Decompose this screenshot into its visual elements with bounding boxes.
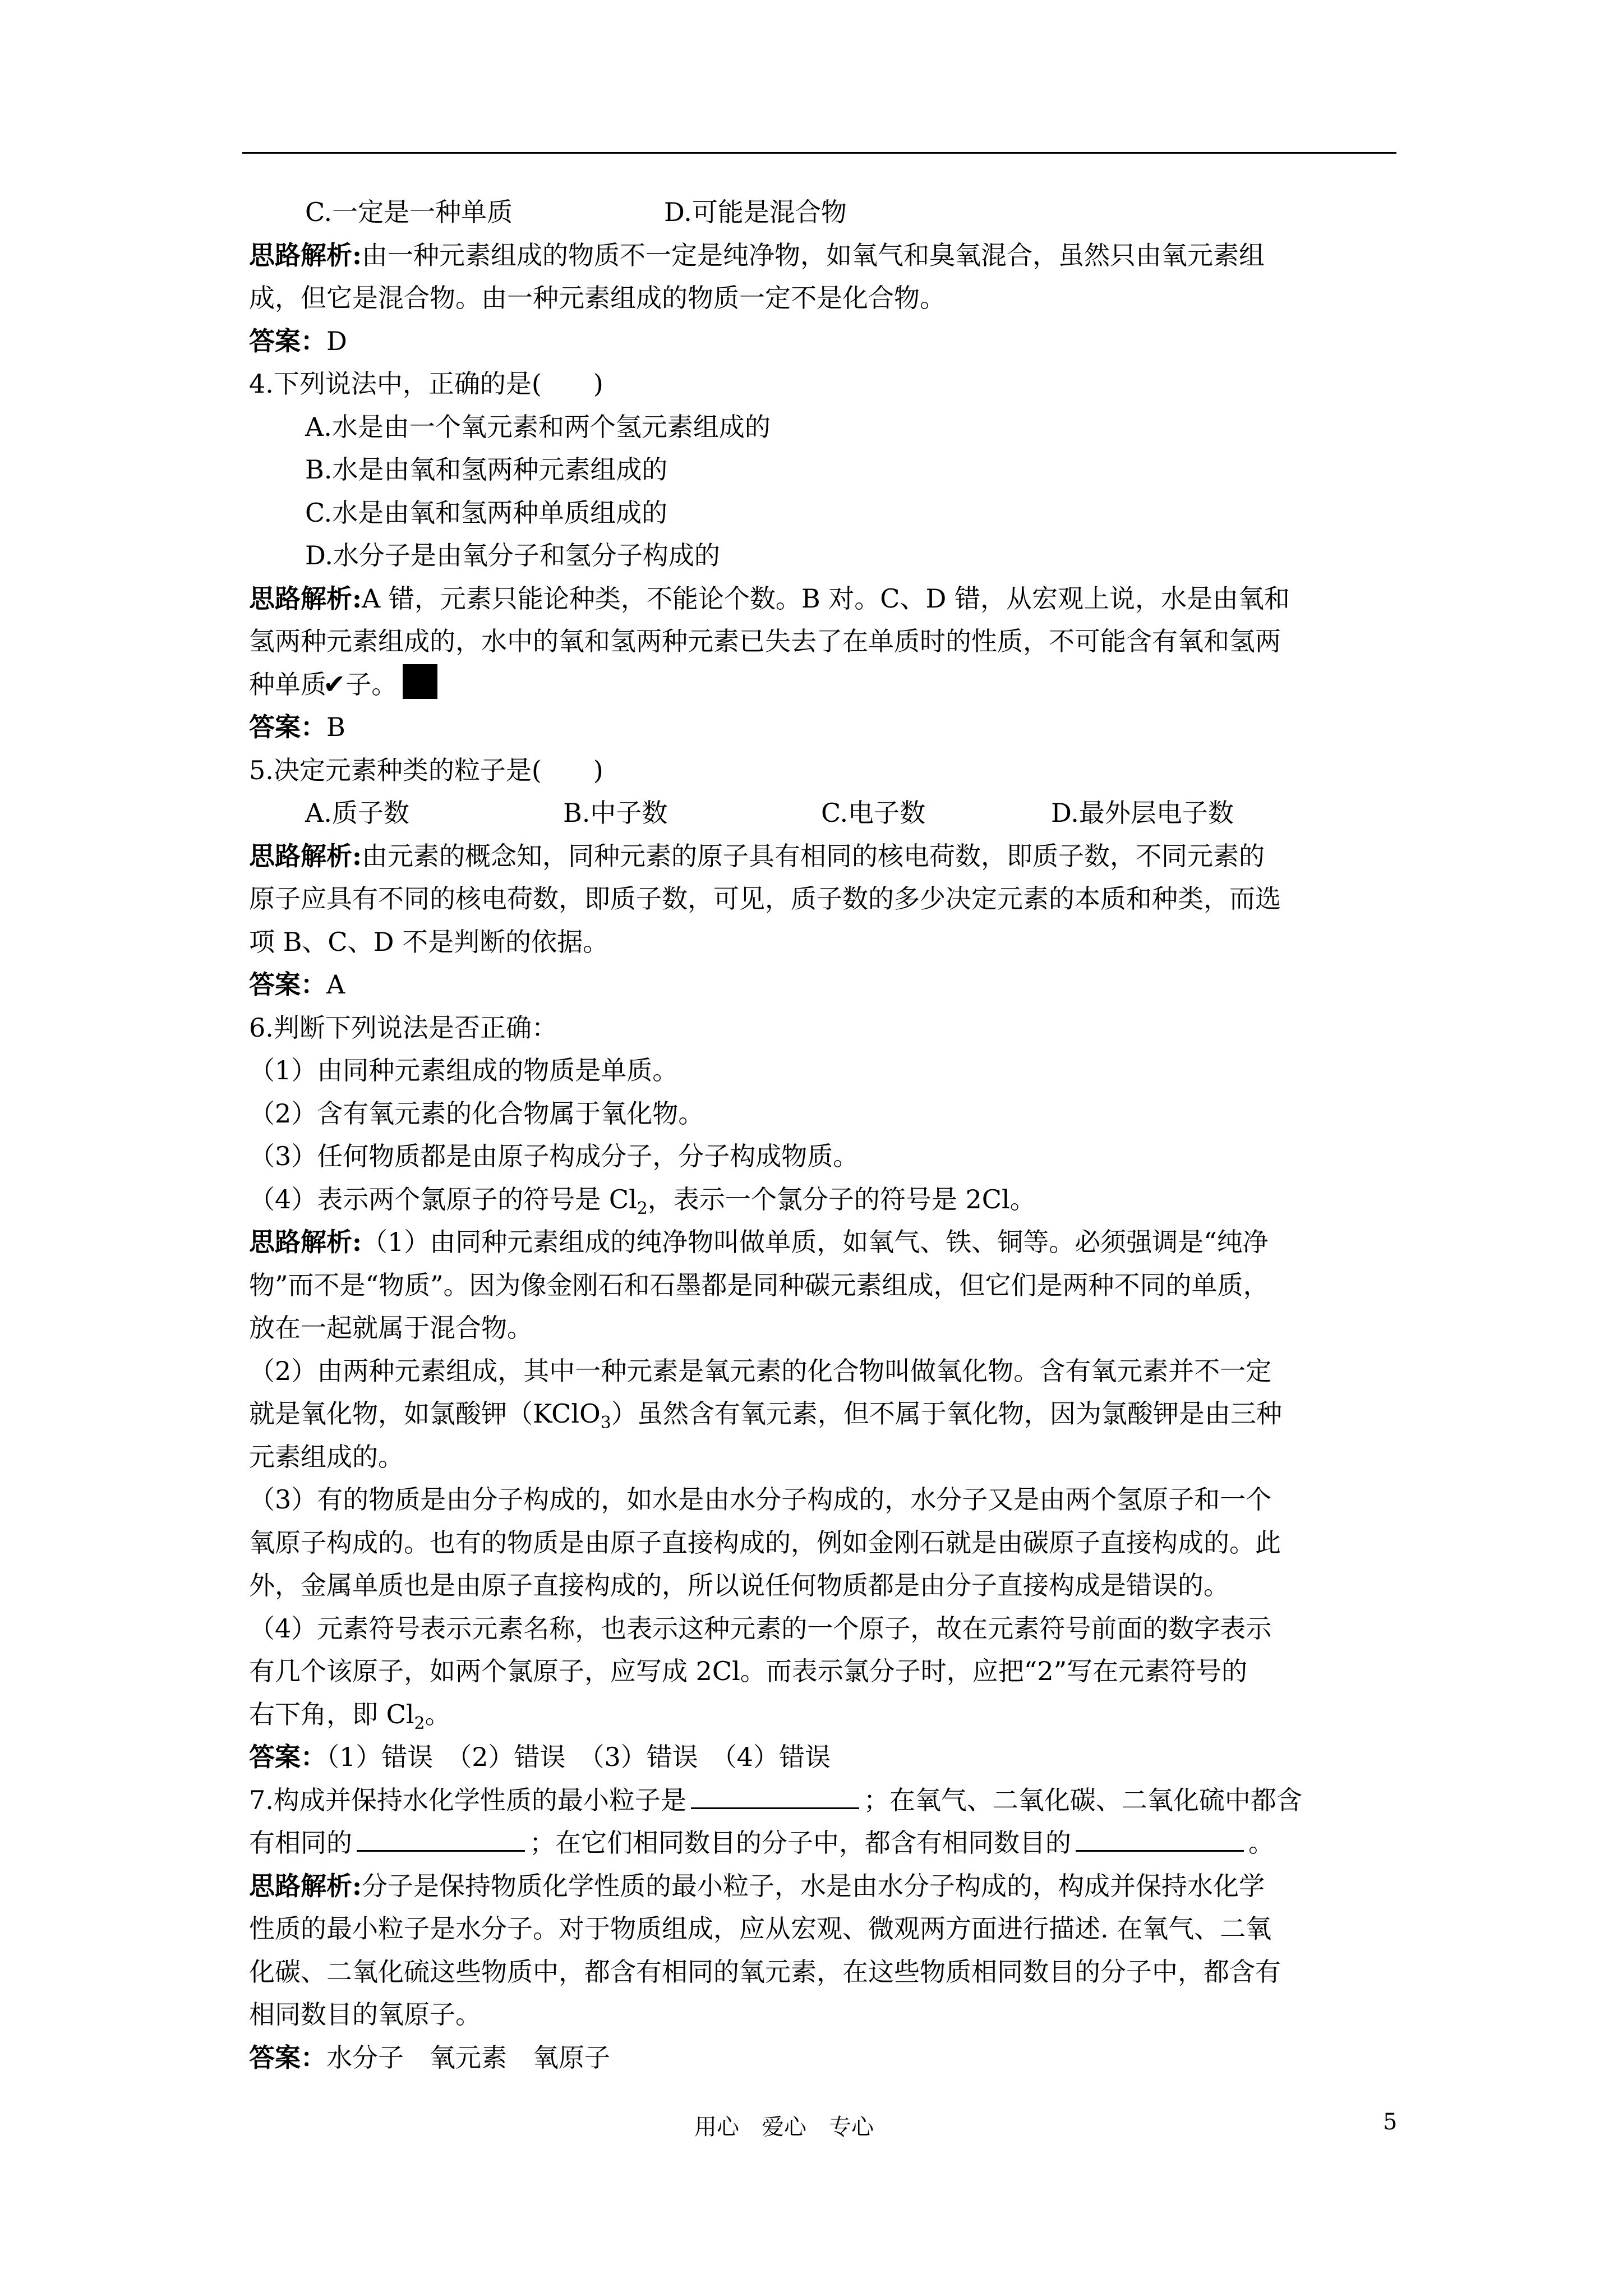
q4-option-c: C.水是由氧和氢两种单质组成的 xyxy=(305,497,668,528)
q3-option-c: C.一定是一种单质 xyxy=(305,197,513,227)
q6-analysis-p1-3: 放在一起就属于混合物。 xyxy=(249,1313,533,1343)
q3-options xyxy=(249,191,1399,234)
q6-question: 6.判断下列说法是否正确： xyxy=(249,1012,557,1043)
q6-analysis-p3-3: 外，金属单质也是由原子直接构成的，所以说任何物质都是由分子直接构成是错误的。 xyxy=(249,1570,1229,1600)
q4-analysis-cont: 氢两种元素组成的，水中的氧和氢两种元素已失去了在单质时的性质，不可能含有氧和氢两 xyxy=(249,626,1281,656)
q4-option-b: B.水是由氧和氢两种元素组成的 xyxy=(305,454,668,485)
q4-analysis-end: 种单质✔子。 xyxy=(249,663,1399,706)
footer-motto: 用心 爱心 专心 xyxy=(694,2114,874,2140)
q6-analysis-p1-2: 物”而不是“物质”。因为像金刚石和石墨都是同种碳元素组成，但它们是两种不同的单质， xyxy=(249,1269,1269,1300)
q4-option-a: A.水是由一个氧元素和两个氢元素组成的 xyxy=(305,411,771,442)
q4-question: 4.下列说法中，正确的是( ) xyxy=(249,369,603,399)
q6-item-2: （2）含有氧元素的化合物属于氧化物。 xyxy=(249,1098,704,1129)
header-rule xyxy=(242,152,1396,154)
q6-answer: 答案：（1）错误 （2）错误 （3）错误 （4）错误 xyxy=(249,1742,831,1772)
q6-analysis-p4-2: 有几个该原子，如两个氯原子，应写成 2Cl。而表示氯分子时，应把“2”写在元素符号的 xyxy=(249,1656,1248,1686)
q6-item-3: （3）任何物质都是由原子构成分子，分子构成物质。 xyxy=(249,1141,859,1171)
q7-answer: 答案：水分子 氧元素 氧原子 xyxy=(249,2042,610,2073)
q7-analysis-4: 相同数目的氧原子。 xyxy=(249,1999,481,2030)
answer-blank-3 xyxy=(1076,1828,1244,1852)
q6-analysis-p4-3: 右下角，即 $Cl_2$。 xyxy=(249,1699,451,1733)
q5-options xyxy=(249,792,1399,835)
page-number: 5 xyxy=(1383,2109,1398,2135)
q6-analysis: 思路解析:（1）由同种元素组成的纯净物叫做单质，如氧气、铁、铜等。必须强调是“纯净 xyxy=(249,1227,1269,1257)
q7-question-cont: 有相同的 ；在它们相同数目的分子中，都含有相同数目的 。 xyxy=(249,1828,1274,1858)
q3-answer: 答案：D xyxy=(249,325,347,356)
q5-answer: 答案：A xyxy=(249,969,345,1000)
q5-option-d: D.最外层电子数 xyxy=(1051,798,1234,828)
q4-answer: 答案：B xyxy=(249,712,345,742)
q7-analysis: 思路解析:分子是保持物质化学性质的最小粒子，水是由水分子构成的，构成并保持水化学 xyxy=(249,1870,1265,1901)
q5-option-b: B.中子数 xyxy=(563,798,668,828)
answer-blank-1 xyxy=(691,1785,859,1809)
q6-item-4: （4）表示两个氯原子的符号是 $Cl_2$，表示一个氯分子的符号是 2Cl。 xyxy=(249,1184,1036,1218)
q5-option-c: C.电子数 xyxy=(821,798,926,828)
q6-analysis-p2-3: 元素组成的。 xyxy=(249,1441,404,1472)
check-mark-icon: ✔ xyxy=(323,668,346,700)
q6-item-1: （1）由同种元素组成的物质是单质。 xyxy=(249,1055,679,1085)
q6-analysis-p3-2: 氧原子构成的。也有的物质是由原子直接构成的，例如金刚石就是由碳原子直接构成的。此 xyxy=(249,1527,1281,1558)
q5-analysis: 思路解析:由元素的概念知，同种元素的原子具有相同的核电荷数，即质子数，不同元素的 xyxy=(249,840,1265,871)
q7-analysis-2: 性质的最小粒子是水分子。对于物质组成，应从宏观、微观两方面进行描述. 在氧气、二氧 xyxy=(249,1913,1272,1944)
q6-analysis-p4-1: （4）元素符号表示元素名称，也表示这种元素的一个原子，故在元素符号前面的数字表示 xyxy=(249,1613,1272,1644)
q3-analysis-cont: 成，但它是混合物。由一种元素组成的物质一定不是化合物。 xyxy=(249,283,946,313)
q5-option-a: A.质子数 xyxy=(305,798,409,828)
q5-question: 5.决定元素种类的粒子是( ) xyxy=(249,754,603,785)
q6-analysis-p2-1: （2）由两种元素组成，其中一种元素是氧元素的化合物叫做氧化物。含有氧元素并不一定 xyxy=(249,1355,1272,1386)
black-square-mark xyxy=(403,664,437,699)
q4-option-d: D.水分子是由氧分子和氢分子构成的 xyxy=(305,540,720,570)
page-content xyxy=(249,191,1399,2079)
q3-analysis: 思路解析:由一种元素组成的物质不一定是纯净物，如氧气和臭氧混合，虽然只由氧元素组 xyxy=(249,240,1265,270)
q6-analysis-p3-1: （3）有的物质是由分子构成的，如水是由水分子构成的，水分子又是由两个氢原子和一个 xyxy=(249,1484,1272,1515)
q4-analysis: 思路解析:A 错，元素只能论种类，不能论个数。B 对。C、D 错，从宏观上说，水是由氧和 xyxy=(249,583,1290,614)
q6-analysis-p2-2: 就是氧化物，如氯酸钾（KClO$_3$）虽然含有氧元素，但不属于氧化物，因为氯酸钾是由三种 xyxy=(249,1398,1282,1433)
q5-analysis-end: 项 B、C、D 不是判断的依据。 xyxy=(249,926,609,957)
q5-analysis-cont: 原子应具有不同的核电荷数，即质子数，可见，质子数的多少决定元素的本质和种类，而选 xyxy=(249,884,1281,914)
answer-blank-2 xyxy=(357,1828,525,1852)
q7-analysis-3: 化碳、二氧化硫这些物质中，都含有相同的氧元素，在这些物质相同数目的分子中，都含有 xyxy=(249,1956,1281,1987)
q7-question: 7.构成并保持水化学性质的最小粒子是 ；在氧气、二氧化碳、二氧化硫中都含 xyxy=(249,1784,1302,1815)
q3-option-d: D.可能是混合物 xyxy=(664,197,847,227)
